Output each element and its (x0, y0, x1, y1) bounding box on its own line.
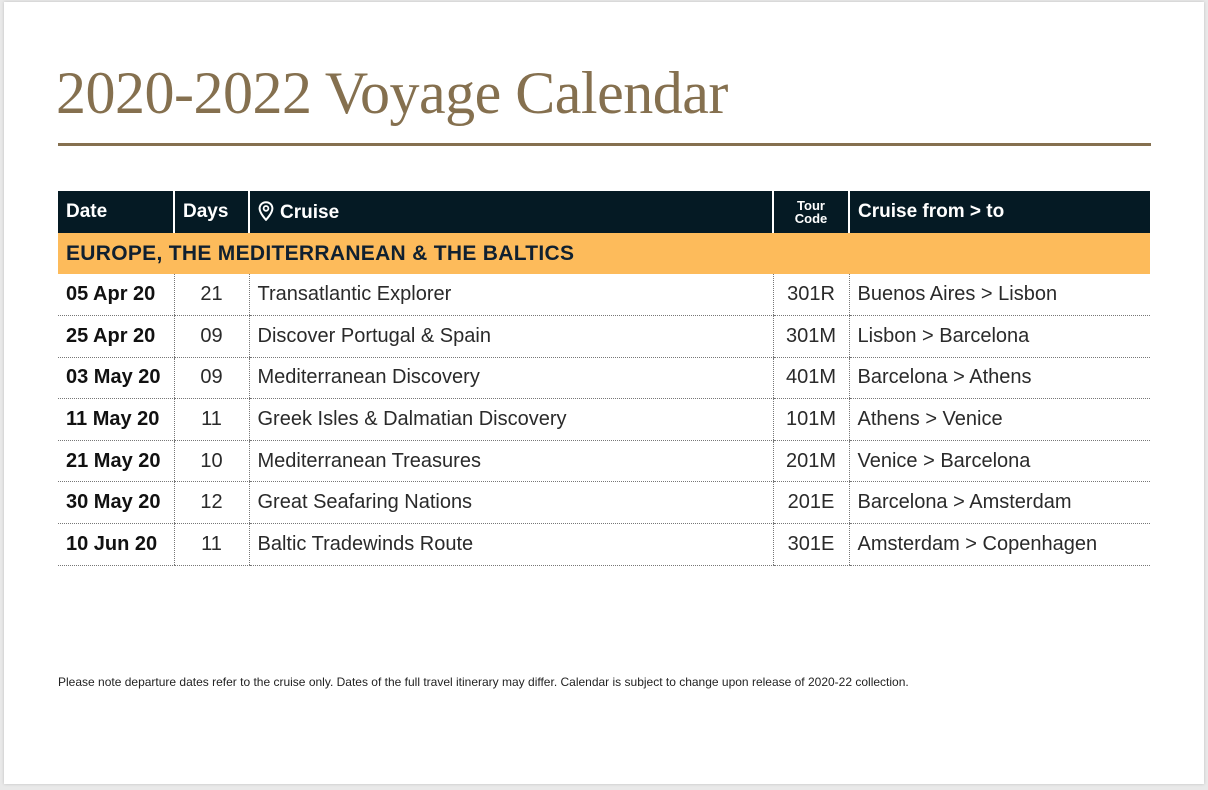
header-tour-code-line1: Tour (797, 198, 825, 213)
table-row (58, 316, 1150, 358)
row-cruise: Discover Portugal & Spain (249, 316, 773, 358)
row-days: 11 (174, 524, 249, 566)
row-cruise: Mediterranean Treasures (249, 440, 773, 482)
header-date: Date (66, 201, 108, 222)
table-row (58, 482, 1150, 524)
header-cruise-label: Cruise (280, 201, 340, 223)
row-date: 10 Jun 20 (58, 524, 174, 566)
row-route: Venice > Barcelona (849, 440, 1150, 482)
row-date: 30 May 20 (58, 482, 174, 524)
voyage-calendar-table (58, 191, 1150, 566)
header-route: Cruise from > to (849, 191, 1150, 233)
row-cruise: Transatlantic Explorer (249, 274, 773, 316)
row-route: Athens > Venice (849, 399, 1150, 441)
row-days: 21 (174, 274, 249, 316)
location-pin-icon (258, 201, 274, 221)
table-row (58, 524, 1150, 566)
row-tour-code: 201E (773, 482, 849, 524)
header-tour-code-line2: Code (794, 211, 828, 226)
row-route: Barcelona > Amsterdam (849, 482, 1150, 524)
row-date: 21 May 20 (58, 440, 174, 482)
row-tour-code: 301R (773, 274, 849, 316)
row-date: 03 May 20 (58, 357, 174, 399)
row-cruise: Great Seafaring Nations (249, 482, 773, 524)
row-cruise: Baltic Tradewinds Route (249, 524, 773, 566)
table-row (58, 357, 1150, 399)
row-route: Barcelona > Athens (849, 357, 1150, 399)
row-days: 09 (174, 357, 249, 399)
row-days: 09 (174, 316, 249, 358)
title-divider (58, 143, 1151, 146)
row-days: 12 (174, 482, 249, 524)
document-page (4, 2, 1204, 784)
footnote: Please note departure dates refer to the cruise only. Dates of the full travel itinerary may differ. Calendar is subject to change upon release of 2020-22 collection. (58, 675, 909, 689)
row-tour-code: 201M (773, 440, 849, 482)
row-cruise: Mediterranean Discovery (249, 357, 773, 399)
row-tour-code: 301M (773, 316, 849, 358)
row-route: Amsterdam > Copenhagen (849, 524, 1150, 566)
region-row (58, 233, 1150, 274)
row-cruise: Greek Isles & Dalmatian Discovery (249, 399, 773, 441)
header-cruise (249, 191, 773, 233)
row-tour-code: 301E (773, 524, 849, 566)
row-days: 10 (174, 440, 249, 482)
row-date: 05 Apr 20 (58, 274, 174, 316)
row-route: Buenos Aires > Lisbon (849, 274, 1150, 316)
row-tour-code: 401M (773, 357, 849, 399)
table-row (58, 399, 1150, 441)
row-tour-code: 101M (773, 399, 849, 441)
region-label: EUROPE, THE MEDITERRANEAN & THE BALTICS (66, 241, 575, 265)
row-date: 11 May 20 (58, 399, 174, 441)
row-route: Lisbon > Barcelona (849, 316, 1150, 358)
table-header-row (58, 191, 1150, 233)
table-row (58, 274, 1150, 316)
page-title: 2020-2022 Voyage Calendar (56, 60, 728, 126)
header-days: Days (174, 191, 249, 233)
header-tour-code (773, 191, 849, 233)
row-days: 11 (174, 399, 249, 441)
row-date: 25 Apr 20 (58, 316, 174, 358)
table-row (58, 440, 1150, 482)
